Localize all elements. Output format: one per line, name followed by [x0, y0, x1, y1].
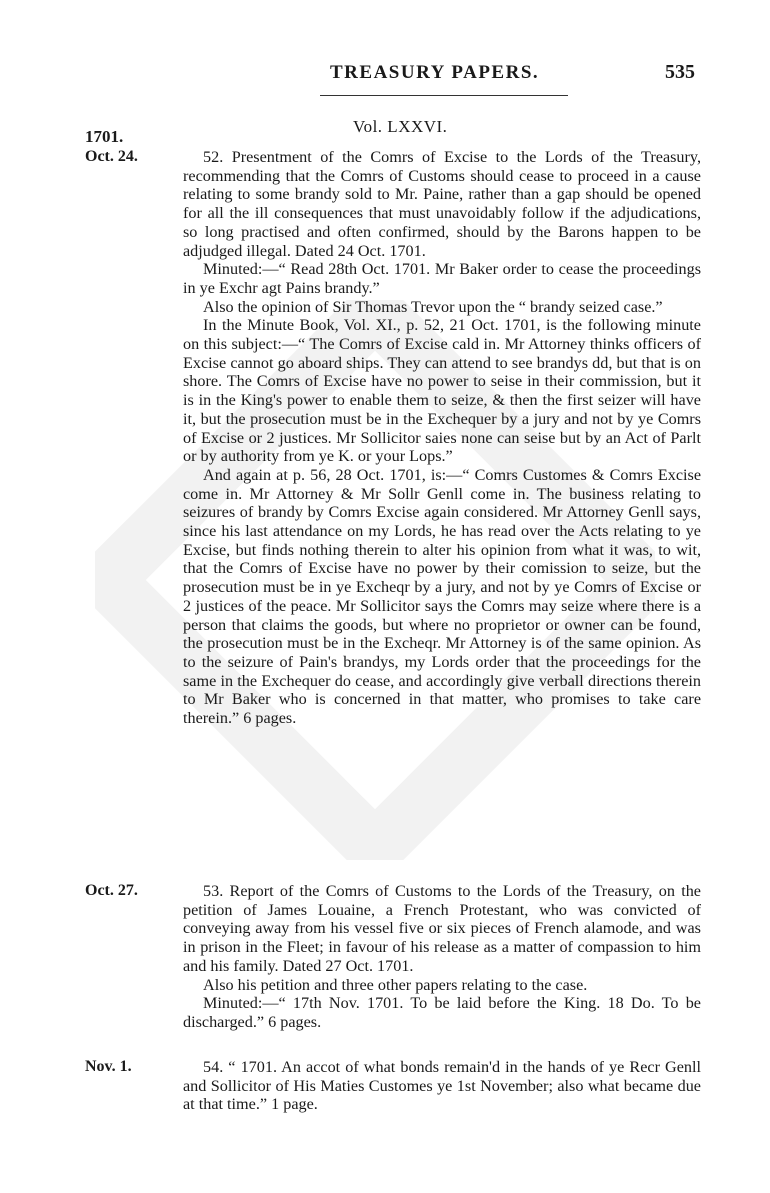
page-number: 535	[665, 61, 695, 83]
entry-53	[183, 882, 701, 1032]
margin-date: Nov. 1.	[85, 1058, 132, 1075]
entry-paragraph: 54. “ 1701. An accot of what bonds remain'd in the hands of ye Recr Genll and Sollicitor of His Maties Customes ye 1st November; also what became due at that time.” 1 page.	[183, 1058, 701, 1114]
header-rule	[320, 95, 568, 96]
entry-paragraph: Also his petition and three other papers relating to the case.	[203, 975, 588, 994]
entry-52	[183, 148, 701, 728]
entry-paragraph: Minuted:—“ 17th Nov. 1701. To be laid before the King. 18 Do. To be discharged.” 6 pages.	[183, 994, 701, 1031]
entry-paragraph: 53. Report of the Comrs of Customs to the Lords of the Treasury, on the petition of James Louaine, a French Protestant, who was convicted of conveying away from his vessel five or six pieces of French alamode, and was in prison in the Fleet; in favour of his release as a matter of compassion to him and his family. Dated 27 Oct. 1701.	[183, 882, 701, 975]
margin-year: 1701.	[85, 127, 124, 146]
entry-paragraph: Minuted:—“ Read 28th Oct. 1701. Mr Baker order to cease the proceedings in ye Exchr agt Pains brandy.”	[183, 260, 701, 297]
entry-paragraph: And again at p. 56, 28 Oct. 1701, is:—“ Comrs Customes & Comrs Excise come in. Mr Attorney & Mr Sollr Genll come in. The business relating to seizures of brandy by Comrs Excise again considered. Mr Attorney Genll says, since his last attendance on my Lords, he has read over the Acts relating to ye Excise, but finds nothing therein to alter his opinion from what it was, to wit, that the Comrs of Excise have no power by their comission to seize, but the prosecution must be in ye Excheqr by a jury, and not by ye Comrs of Excise or 2 justices of the peace. Mr Sollicitor says the Comrs may seize where there is a person that claims the goods, but where no proprietor or owner can be found, the prosecution must be in the Excheqr. Mr Attorney is of the same opinion. As to the seizure of Pain's brandys, my Lords order that the proceedings for the same in the Exchequer do cease, and accordingly give verball directions therein to Mr Baker who is concerned in that matter, who promises to take care therein.” 6 pages.	[183, 465, 701, 728]
volume-heading: Vol. LXXVI.	[353, 117, 448, 136]
entry-paragraph: In the Minute Book, Vol. XI., p. 52, 21 Oct. 1701, is the following minute on this subject:—“ The Comrs of Excise cald in. Mr Attorney thinks officers of Excise cannot go aboard ships. They can attend to see brandys dd, but that is on shore. The Comrs of Excise have no power to seise in their commission, but it is in the King's power to enable them to seize, & then the first seizer will have it, but the prosecution must be in the Exchequer by a jury and not by ye Comrs of Excise or 2 justices. Mr Sollicitor saies none can seise but by an Act of Parlt or by authority from ye K. or your Lops.”	[183, 316, 701, 466]
running-title: TREASURY PAPERS.	[330, 62, 540, 83]
margin-date: Oct. 24.	[85, 148, 138, 165]
entry-54	[183, 1058, 701, 1114]
entry-paragraph: Also the opinion of Sir Thomas Trevor upon the “ brandy seized case.”	[203, 297, 663, 316]
entry-paragraph: 52. Presentment of the Comrs of Excise to the Lords of the Treasury, recommending that the Comrs of Customs should cease to proceed in a cause relating to some brandy sold to Mr. Paine, rather than a gap should be opened for all the ill consequences that must unavoidably follow if the adjudications, so long practised and often confirmed, should by the Barons happen to be adjudged illegal. Dated 24 Oct. 1701.	[183, 148, 701, 260]
margin-date: Oct. 27.	[85, 882, 138, 899]
